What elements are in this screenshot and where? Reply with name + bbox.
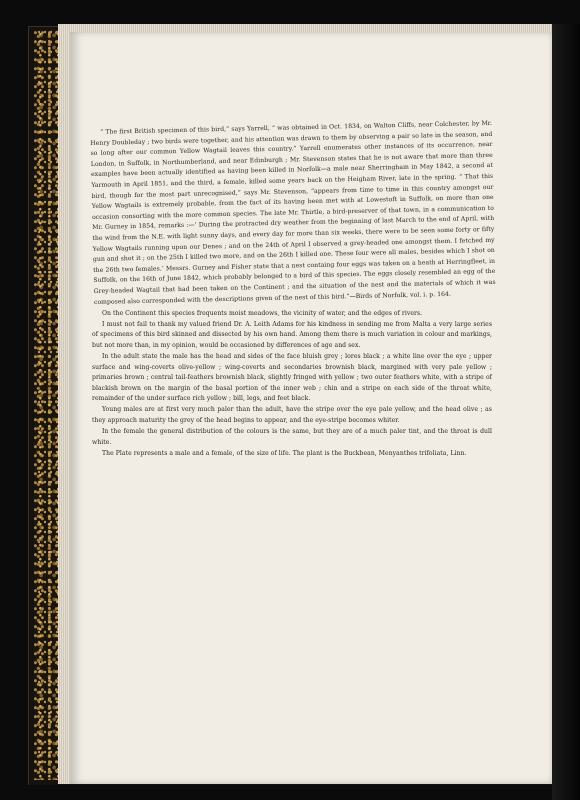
paragraph-female: In the female the general distribution of the colours is the same, but they are of a much paler tint, and the throat is dull white.	[92, 428, 492, 446]
paragraph-plate: The Plate represents a male and a female, of the size of life. The plant is the Buckbean, Menyanthes trifoliata, Linn.	[102, 449, 467, 457]
paragraph-thanks-adams: I must not fail to thank my valued friend Dr. A. Leith Adams for his kindness in sending me from Malta a very large series of specimens of this bird skinned and dissected by his own hand. Among them there is much variation in colour and markings, but not more than, in my opinion, would be occasioned by differences of age and sex.	[92, 320, 492, 349]
body-text	[90, 119, 496, 459]
paragraph-continent-habitat: On the Continent this species frequents moist meadows, the vicinity of water, and the edges of rivers.	[102, 309, 423, 317]
paragraph-yarrell-quote: “ The first British specimen of this bird,” says Yarrell, “ was obtained in Oct. 1834, on Walton Cliffs, near Colchester, by Mr. Henry Doubleday ; two birds were together, and his attention was drawn to them by observing a pair so late in the season, and so long after our common Yellow Wagtail leaves this country.” Yarrell enumerates other instances of its occurrence, near London, in Suffolk, in Northumberland, and near Edinburgh ; Mr. Stevenson states that he is not aware that more than three examples have been actually identified as having been killed in Norfolk—a male near Sherringham in May 1842, a second at Yarmouth in April 1851, and the third, a female, killed some years back on the Heigham River, late in the spring. “ That this bird, though for the most part unrecognised,” says Mr. Stevenson, “appears from time to time in this country amongst our Yellow Wagtails is extremely probable, from the fact of its having been met with at Lowestoft in Suffolk, on more than one occasion consorting with the more common species. The late Mr. Thirtle, a bird-preserver of that town, in a communication to Mr. Gurney in 1854, remarks :—‘ During the protracted dry weather from the beginning of last March to the end of April, with the wind from the N.E. with light sunny days, and every day for more than six weeks, there were to be seen some forty or fifty Yellow Wagtails running upon our Denes ; and on the 24th of April I observed a grey-headed one amongst them. I fetched my gun and shot it ; on the 25th I killed two more, and on the 26th I killed one. These four were all males, besides which I shot on the 26th two females.’ Messrs. Gurney and Fisher state that a nest containg four eggs was taken on a heath at Herringfleet, in Suffolk, on the 16th of June 1842, which probably belonged to a bird of this species. The eggs closely resembled an egg of the Grey-headed Wagtail that had been taken on the Continent ; and the situation of the nest and the materials of which it was composed also corresponded with the descriptions given of the nest of this bird.”—Birds of Norfolk, vol. i. p. 164.	[90, 119, 496, 306]
paragraph-young-males: Young males are at first very much paler than the adult, have the stripe over the eye pale yellow, and the head olive ; as they approach maturity the grey of the head begins to appear, and the eye-stripe becomes whiter.	[92, 406, 492, 425]
paragraph-adult-male: In the adult state the male has the head and sides of the face bluish grey ; lores black ; a white line over the eye ; upper surface and wing-coverts olive-yellow ; wing-coverts and secondaries brownish black, margined with very pale yellow ; primaries brown ; central tail-feathers brownish black, slightly fringed with yellow ; two outer feathers white, with a stripe of blackish brown on the margin of the basal portion of the inner web ; chin and a stripe on each side of the throat white, remainder of the under surface rich yellow ; bill, legs, and feet black.	[92, 352, 492, 403]
right-shadow	[552, 24, 580, 800]
